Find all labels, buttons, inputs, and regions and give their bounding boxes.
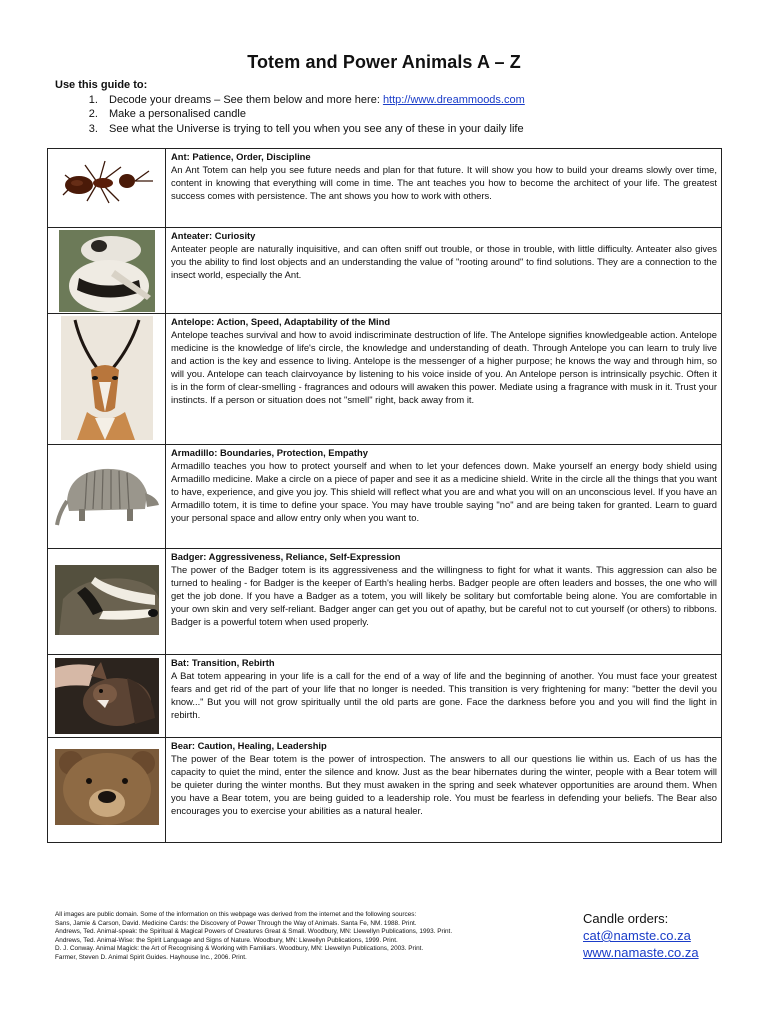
armadillo-image-cell bbox=[48, 445, 166, 549]
anteater-description bbox=[166, 228, 722, 314]
table-row bbox=[48, 549, 722, 655]
ant-image-cell bbox=[48, 149, 166, 228]
guide-list bbox=[55, 93, 525, 137]
ant-image bbox=[57, 153, 157, 213]
armadillo-image bbox=[55, 453, 159, 533]
guide-item-3 bbox=[101, 122, 525, 137]
animal-table bbox=[47, 148, 722, 843]
table-row bbox=[48, 149, 722, 228]
guide-item-1 bbox=[101, 93, 525, 108]
animal-heading: Anteater: Curiosity bbox=[171, 230, 256, 241]
animal-body: Anteater people are naturally inquisitive, and can often sniff out trouble, or those in trouble, with little difficulty. Anteater also gives you the ability to find lost objects and an understanding the value of "rooting around" to find solutions. They are a connection to the insect world, especially the Ant. bbox=[171, 243, 717, 280]
badger-description bbox=[166, 549, 722, 655]
antelope-image-cell bbox=[48, 314, 166, 445]
guide-item-text: Make a personalised candle bbox=[109, 108, 246, 120]
orders-label: Candle orders: bbox=[583, 911, 669, 926]
email-link[interactable]: cat@namste.co.za bbox=[583, 928, 691, 943]
animal-heading: Antelope: Action, Speed, Adaptability of the Mind bbox=[171, 316, 391, 327]
bear-description bbox=[166, 738, 722, 843]
guide-item-text: See what the Universe is trying to tell you when you see any of these in your daily life bbox=[109, 122, 524, 135]
animal-heading: Bat: Transition, Rebirth bbox=[171, 657, 275, 668]
bear-image bbox=[55, 749, 159, 825]
table-row bbox=[48, 228, 722, 314]
guide-item-2 bbox=[101, 107, 525, 122]
animal-heading: Ant: Patience, Order, Discipline bbox=[171, 151, 311, 162]
animal-heading: Badger: Aggressiveness, Reliance, Self-Expression bbox=[171, 551, 401, 562]
guide-item-text: Decode your dreams – See them below and more here: bbox=[109, 93, 383, 106]
bat-image bbox=[55, 658, 159, 734]
animal-heading: Armadillo: Boundaries, Protection, Empathy bbox=[171, 447, 368, 458]
ant-description bbox=[166, 149, 722, 228]
table-row bbox=[48, 655, 722, 738]
badger-image-cell bbox=[48, 549, 166, 655]
animal-body: Antelope teaches survival and how to avoid indiscriminate destruction of life. The Antelope signifies knowledgeable action. Antelope medicine is the knowledge of life's circle, the knowledge and understanding of death. Through Antelope you can learn to truly live and action is the key and essence to living. Antelope is the messenger of a higher purpose; he knows the way and through him, so will you. Antelope can teach clairvoyance by listening to his voice inside of you. An Antelope person is intrinsically psychic. Often it is in the form of clear-smelling - fragrances and odours will awaken this power. Mediate using a fragrance with musk in it. Trust your instincts. If a person or situation does not "smell" right, back away from it. bbox=[171, 329, 717, 405]
table-row bbox=[48, 738, 722, 843]
bat-description bbox=[166, 655, 722, 738]
sources-footnote bbox=[55, 911, 575, 963]
source-line: Sans, Jamie & Carson, David. Medicine Cards: the Discovery of Power Through the Way of Animals. Santa Fe, NM. 1988. Print. bbox=[55, 919, 417, 927]
source-line: All images are public domain. Some of the information on this webpage was derived from the internet and the following sources: bbox=[55, 911, 417, 918]
table-row bbox=[48, 314, 722, 445]
animal-body: Armadillo teaches you how to protect yourself and when to let your defences down. Make yourself an energy body shield using Armadillo medicine. Make a circle on a piece of paper and see it as a medicine shield. Write in the circle all the things that you want to have, experience, and give you joy. This shield will reflect what you are and what you will on an unconscious level. If you have an Armadillo totem, it is time to define your space. You may have trouble saying "no" and are being taken for granted. Learn to guard your personal space and allow entry only when you want to. bbox=[171, 460, 717, 523]
page-title: Totem and Power Animals A – Z bbox=[247, 52, 521, 72]
antelope-description bbox=[166, 314, 722, 445]
guide-intro bbox=[55, 78, 525, 136]
source-line: D. J. Conway. Animal Magick: the Art of Recognising & Working with Familiars. Woodbury, MN: Llewellyn Publications, 2003. Print. bbox=[55, 945, 424, 953]
table-row bbox=[48, 445, 722, 549]
candle-orders bbox=[583, 910, 699, 961]
badger-image bbox=[55, 565, 159, 635]
animal-body: The power of the Badger totem is its aggressiveness and the willingness to fight for what it wants. This aggression can also be turned to healing - for Badger is the keeper of Earth's healing herbs. Badger people are often leaders and bosses, the one who will get the job done. If you have a Badger as a totem, you will likely be solitary but comfortable being alone. You are comfortable in your own skin and very self-reliant. Badger anger can get you out of apathy, but be careful not to cut yourself (or others) to ribbons. Badger is a powerful totem when used properly. bbox=[171, 564, 717, 627]
source-line: Farmer, Steven D. Animal Spirit Guides. Hayhouse Inc., 2006. Print. bbox=[55, 953, 247, 961]
anteater-image bbox=[59, 230, 155, 312]
guide-heading: Use this guide to: bbox=[55, 79, 148, 91]
antelope-image bbox=[61, 316, 153, 440]
website-link[interactable]: www.namaste.co.za bbox=[583, 945, 699, 960]
source-line: Andrews, Ted. Animal-Wise: the Spirit Language and Signs of Nature. Woodbury, MN: Llewellyn Publications, 1999. Print. bbox=[55, 936, 398, 944]
bat-image-cell bbox=[48, 655, 166, 738]
source-line: Andrews, Ted. Animal-speak: the Spiritual & Magical Powers of Creatures Great & Small. Woodbury, MN: Llewellyn Publications, 1993. Print. bbox=[55, 928, 453, 936]
anteater-image-cell bbox=[48, 228, 166, 314]
animal-body: An Ant Totem can help you see future needs and plan for that future. It will show you how to build your dreams slowly over time, content in knowing that everything will come in time. The ant teaches you how to become the architect of your life. The greatest success comes with persistence. The ant shows you how to work with others. bbox=[171, 164, 717, 201]
animal-body: The power of the Bear totem is the power of introspection. The answers to all our questions lie within us. Each of us has the capacity to quiet the mind, enter the silence and know. Just as the bear hibernates during the winter, people with a Bear totem will be quieter during the winter months. But they must awaken in the spring and seek whatever opportunities are around them. When you have a Bear totem, you are being guided to a leadership role. You must be fearless in defending your beliefs. The Bear also encourages you to exercise your abilities as a natural healer. bbox=[171, 753, 717, 816]
bear-image-cell bbox=[48, 738, 166, 843]
dreammoods-link[interactable]: http://www.dreammoods.com bbox=[382, 93, 525, 106]
animal-body: A Bat totem appearing in your life is a call for the end of a way of life and the beginning of another. You must face your greatest fears and get rid of the part of your life that no longer is needed. This transition is very frightening for many: "better the devil you know..." But you will not grow spiritually until the old parts are gone. Face the darkness before you and you will find the light in rebirth. bbox=[171, 670, 717, 720]
animal-heading: Bear: Caution, Healing, Leadership bbox=[171, 740, 327, 751]
armadillo-description bbox=[166, 445, 722, 549]
